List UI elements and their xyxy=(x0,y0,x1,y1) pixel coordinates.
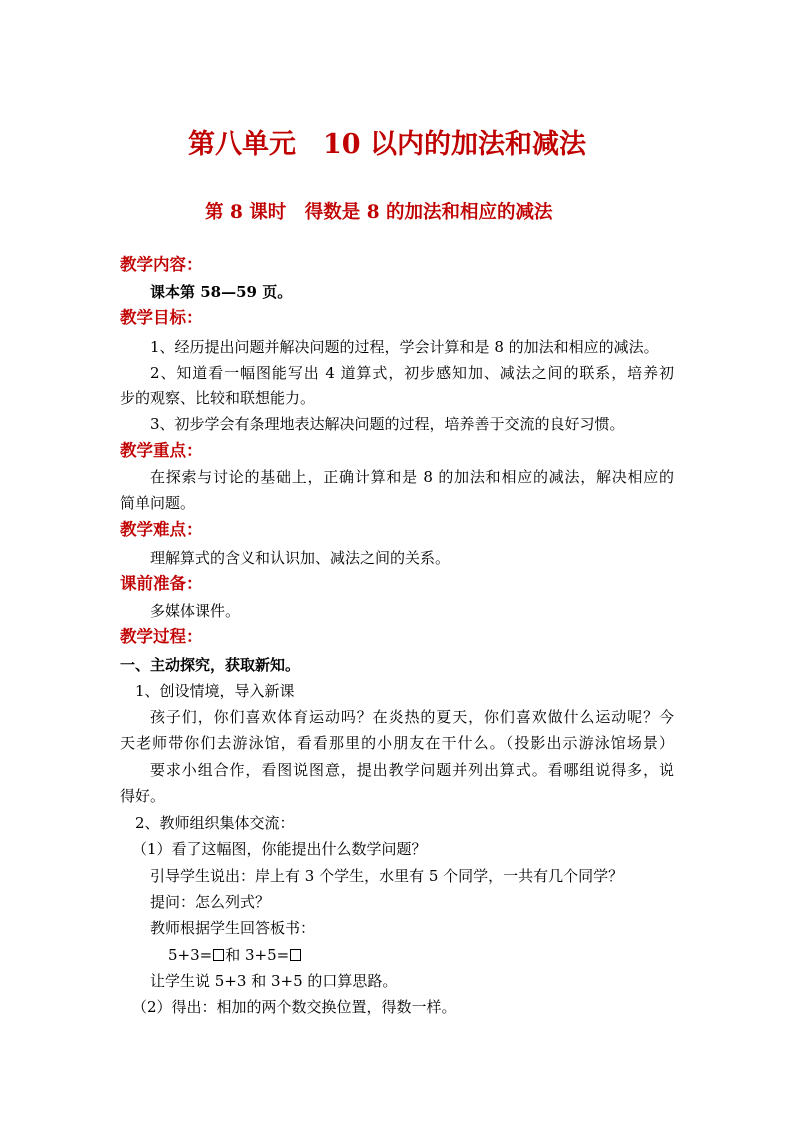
blank-box-1 xyxy=(213,949,224,961)
goal-2-line-2: 步的观察、比较和联想能力。 xyxy=(120,389,316,407)
equation-1: 5+3= xyxy=(168,946,213,964)
equation-row xyxy=(168,945,302,965)
paragraph-2-line-2: 得好。 xyxy=(120,787,166,805)
question-1-thinking: 让学生说 5+3 和 3+5 的口算思路。 xyxy=(150,972,398,990)
key-points-line-2: 简单问题。 xyxy=(120,494,196,512)
goal-1: 1、经历提出问题并解决问题的过程，学会计算和是 8 的加法和相应的减法。 xyxy=(150,338,659,356)
goal-2-line-1: 2、知道看一幅图能写出 4 道算式，初步感知加、减法之间的联系，培养初 xyxy=(150,364,674,382)
question-1-board: 教师根据学生回答板书： xyxy=(150,919,316,937)
section-heading-goals: 教学目标： xyxy=(120,308,203,327)
goal-3: 3、初步学会有条理地表达解决问题的过程，培养善于交流的良好习惯。 xyxy=(150,415,625,433)
equation-2: 和 3+5= xyxy=(225,946,290,964)
section-heading-preparation: 课前准备： xyxy=(120,574,203,593)
section-heading-difficulty: 教学难点： xyxy=(120,520,203,539)
paragraph-1-line-1: 孩子们，你们喜欢体育运动吗？在炎热的夏天，你们喜欢做什么运动呢？今 xyxy=(150,708,674,726)
section-heading-process: 教学过程： xyxy=(120,627,203,646)
question-2: （2）得出：相加的两个数交换位置，得数一样。 xyxy=(132,998,457,1016)
section-heading-key-points: 教学重点： xyxy=(120,441,203,460)
lesson-subtitle: 第 8 课时 得数是 8 的加法和相应的减法 xyxy=(205,202,553,223)
question-1-prompt: 提问：怎么列式？ xyxy=(150,893,271,911)
process-step-2: 2、教师组织集体交流： xyxy=(135,814,295,832)
blank-box-2 xyxy=(290,949,301,961)
question-1-answer: 引导学生说出：岸上有 3 个学生，水里有 5 个同学，一共有几个同学？ xyxy=(150,867,624,885)
content-text: 课本第 58—59 页。 xyxy=(150,283,293,301)
question-1: （1）看了这幅图，你能提出什么数学问题？ xyxy=(132,840,427,858)
process-part-1: 一、主动探究，获取新知。 xyxy=(120,656,301,674)
key-points-line-1: 在探索与讨论的基础上，正确计算和是 8 的加法和相应的减法，解决相应的 xyxy=(150,468,674,486)
paragraph-2-line-1: 要求小组合作，看图说图意，提出教学问题并列出算式。看哪组说得多，说 xyxy=(150,761,674,779)
preparation-text: 多媒体课件。 xyxy=(150,602,241,620)
section-heading-content: 教学内容： xyxy=(120,255,203,274)
process-step-1: 1、创设情境，导入新课 xyxy=(135,682,295,700)
paragraph-1-line-2: 天老师带你们去游泳馆，看看那里的小朋友在干什么。（投影出示游泳馆场景） xyxy=(120,734,674,752)
difficulty-text: 理解算式的含义和认识加、减法之间的关系。 xyxy=(150,549,451,567)
page-title: 第八单元 10 以内的加法和减法 xyxy=(188,129,586,160)
